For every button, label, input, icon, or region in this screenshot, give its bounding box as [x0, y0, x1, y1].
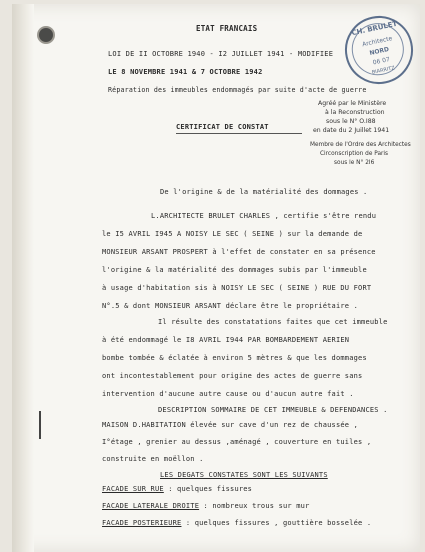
margin-mark — [39, 411, 41, 439]
damage-text: : nombreux trous sur mur — [199, 502, 310, 510]
para2-line-3: bombe tombée & éclatée à environ 5 mètres & que les dommages — [102, 354, 367, 362]
damage-label: FACADE SUR RUE — [102, 485, 164, 493]
para1-line-4: l'origine & la matérialité des dommages subis par l'immeuble — [102, 266, 367, 274]
stamp-role: Architecte — [361, 35, 393, 49]
header-title: ETAT FRANCAIS — [196, 24, 258, 33]
para2-line-1: Il résulte des constatations faites que cet immeuble — [158, 318, 388, 326]
description-line-1: MAISON D.HABITATION élevée sur cave d'un rez de chaussée , — [102, 421, 359, 429]
para1-line-6: N°.5 & dont MONSIEUR ARSANT déclare être le propriétaire . — [102, 302, 359, 310]
stamp-ring-text: BIARRITZ — [371, 65, 396, 76]
damage-label: FACADE LATERALE DROITE — [102, 502, 200, 510]
para2-line-2: à été endommagé le I8 AVRIL I944 PAR BOMBARDEMENT AERIEN — [102, 336, 350, 344]
damage-row-1 — [102, 485, 252, 493]
order-line-3: sous le N° 2I6 — [334, 160, 375, 166]
approval-line-1: Agréé par le Ministère — [318, 100, 387, 107]
approval-line-2: à la Reconstruction — [325, 109, 385, 116]
punch-hole — [39, 28, 53, 42]
para2-line-5: intervention d'aucune autre cause ou d'aucun autre fait . — [102, 390, 354, 398]
para1-line-5: à usage d'habitation sis à NOISY LE SEC ( SEINE ) RUE DU FORT — [102, 284, 372, 292]
para2-line-4: ont incontestablement pour origine des actes de guerre sans — [102, 372, 363, 380]
order-line-1: Membre de l'Ordre des Architectes — [310, 142, 411, 148]
subject-line: De l'origine & de la matérialité des dommages . — [160, 188, 368, 196]
damage-text: : quelques fissures — [163, 485, 253, 493]
damage-label: FACADE POSTERIEURE — [102, 519, 182, 527]
para1-line-3: MONSIEUR ARSANT PROSPERT à l'effet de constater en sa présence — [102, 248, 376, 256]
damage-row-3 — [102, 519, 371, 527]
certificate-title: CERTIFICAT DE CONSTAT — [176, 123, 269, 131]
damages-title: LES DEGATS CONSTATES SONT LES SUIVANTS — [160, 471, 328, 479]
header-laws-line: LOI DE II OCTOBRE 1940 - I2 JUILLET 1941 - MODIFIEE — [108, 50, 334, 58]
page-fold-shadow — [12, 4, 34, 552]
approval-line-4: en date du 2 Juillet 1941 — [313, 127, 390, 134]
order-line-2: Circonscription de Paris — [320, 151, 389, 157]
para1-line-2: le I5 AVRIL I945 A NOISY LE SEC ( SEINE ) sur la demande de — [102, 230, 363, 238]
approval-line-3: sous le N° O.I88 — [326, 118, 376, 125]
description-line-3: construite en moëllon . — [102, 455, 204, 463]
damage-row-2 — [102, 502, 309, 510]
header-repair-line: Réparation des immeubles endommagés par suite d'acte de guerre — [108, 86, 367, 94]
para1-line-1: L.ARCHITECTE BRULET CHARLES , certifie s'être rendu — [151, 212, 377, 220]
damage-text: : quelques fissures , gouttière bosselée . — [181, 519, 372, 527]
certificate-title-underline — [176, 133, 302, 134]
description-line-2: I°étage , grenier au dessus ,aménagé , couverture en tuiles , — [102, 438, 372, 446]
header-dates-line: LE 8 NOVEMBRE 1941 & 7 OCTOBRE 1942 — [108, 68, 263, 76]
description-heading: DESCRIPTION SOMMAIRE DE CET IMMEUBLE & DEFENDANCES . — [158, 406, 388, 414]
stamp-name: CH. BRULET — [350, 19, 399, 38]
stamp-number: 06 07 — [372, 56, 391, 67]
stamp-code: NORD — [368, 45, 390, 57]
